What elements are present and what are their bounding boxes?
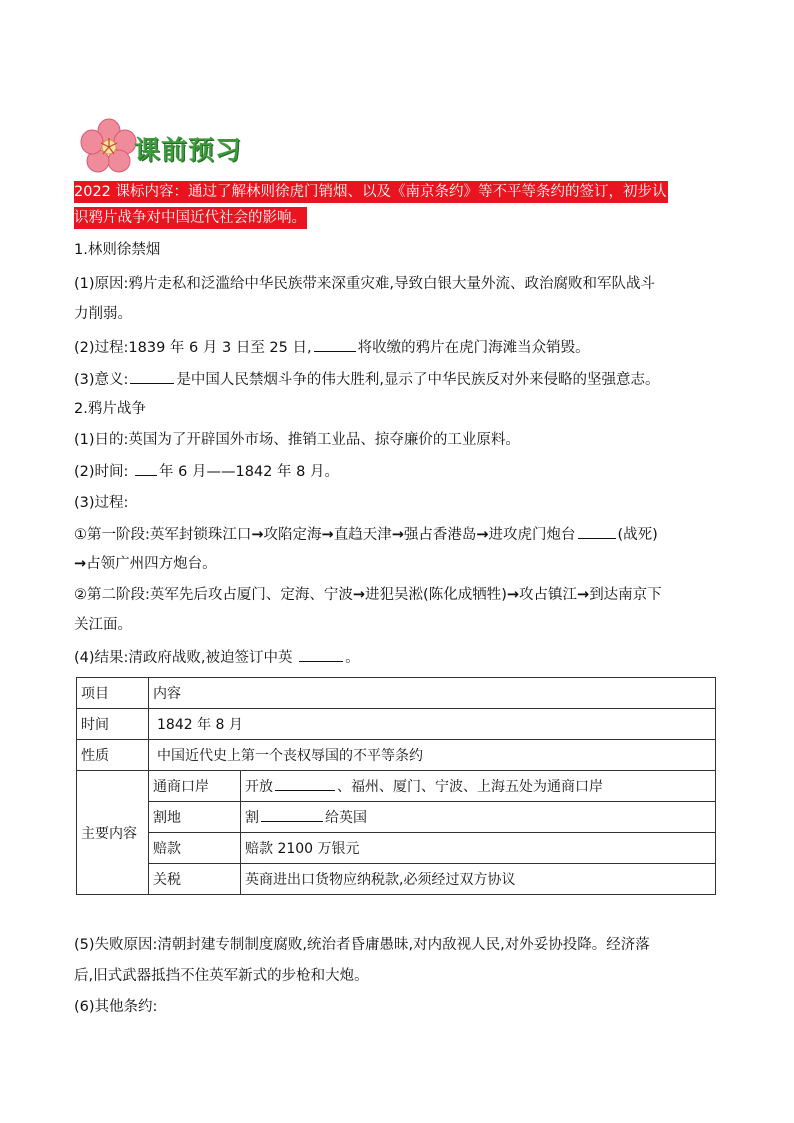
- sub-value-indemnity: 赔款 2100 万银元: [241, 833, 716, 864]
- ports-text: 、福州、厦门、宁波、上海五处为通商口岸: [337, 779, 603, 795]
- row-label-time: 时间: [77, 709, 149, 740]
- stage1-text: 攻陷定海: [263, 527, 322, 543]
- sub-label-ports: 通商口岸: [149, 771, 241, 802]
- treaty-table: [76, 677, 716, 895]
- arrow-icon: →: [391, 527, 404, 543]
- reason-line-1: (1)原因:鸦片走私和泛滥给中华民族带来深重灾难,导致白银大量外流、政治腐败和军队战斗: [74, 276, 656, 292]
- process-text-a: (2)过程:1839 年 6 月 3 日至 25 日,: [74, 340, 312, 356]
- stage1-text: 进攻虎门炮台: [488, 527, 576, 543]
- table-row: [77, 864, 716, 895]
- blank-field[interactable]: [299, 647, 343, 662]
- table-row: [77, 771, 716, 802]
- blank-field[interactable]: [261, 807, 323, 822]
- stage1-line-1: [74, 524, 658, 545]
- stage2-line-1: [74, 585, 662, 605]
- table-row: [77, 709, 716, 740]
- process-line: [74, 337, 590, 358]
- reason-line-2: 力削弱。: [74, 306, 132, 322]
- stage1-text: ①第一阶段:英军封锁珠江口: [74, 527, 252, 543]
- arrow-icon: →: [577, 587, 590, 603]
- meaning-text-b: 是中国人民禁烟斗争的伟大胜利,显示了中华民族反对外来侵略的坚强意志。: [176, 372, 660, 388]
- stage2-line-2: 关江面。: [74, 617, 132, 633]
- stage2-text: ②第二阶段:英军先后攻占厦门、定海、宁波: [74, 587, 353, 603]
- arrow-icon: →: [506, 587, 520, 603]
- result-text: 。: [345, 650, 360, 666]
- purpose-line: (1)日的:英国为了开辟国外市场、推销工业品、掠夺廉价的工业原料。: [74, 432, 520, 448]
- sub-value-ports: [241, 771, 716, 802]
- sub-value-tariff: 英商进出口货物应纳税款,必须经过双方协议: [241, 864, 716, 895]
- blank-field[interactable]: [314, 337, 356, 352]
- table-row: [77, 802, 716, 833]
- time-text-a: (2)时间:: [74, 464, 129, 480]
- stage1-text: (战死): [617, 527, 658, 543]
- ports-text: 开放: [245, 779, 273, 795]
- stage2-text: 攻占镇江: [519, 587, 578, 603]
- failure-line-2: 后,旧式武器抵挡不住英军新式的步枪和大炮。: [74, 968, 369, 984]
- stage1-text: 占领广州四方炮台。: [86, 556, 217, 572]
- table-header-item: 项目: [77, 678, 149, 709]
- stage1-text: 强占香港岛: [403, 527, 477, 543]
- time-line: [74, 461, 339, 482]
- heading-1: 1.林则徐禁烟: [74, 242, 161, 258]
- sub-label-indemnity: 赔款: [149, 833, 241, 864]
- cede-text: 给英国: [325, 810, 367, 826]
- arrow-icon: →: [251, 527, 264, 543]
- meaning-text-a: (3)意义:: [74, 372, 129, 388]
- row-value-time: 1842 年 8 月: [149, 709, 716, 740]
- flower-icon: [80, 118, 138, 174]
- failure-line-1: (5)失败原因:清朝封建专制制度腐败,统治者昏庸愚昧,对内敌视人民,对外妥协投降。经济落: [74, 937, 650, 953]
- table-row: [77, 678, 716, 709]
- blank-field[interactable]: [275, 776, 335, 791]
- stage1-text: 直趋天津: [333, 527, 392, 543]
- other-treaties: (6)其他条约:: [74, 999, 158, 1015]
- section-header: [80, 118, 380, 174]
- process-text-b: 将收缴的鸦片在虎门海滩当众销毁。: [357, 340, 590, 356]
- curriculum-standard: [74, 179, 720, 231]
- cede-text: 割: [245, 810, 259, 826]
- blank-field[interactable]: [130, 369, 174, 384]
- process-heading: (3)过程:: [74, 495, 129, 511]
- sub-label-tariff: 关税: [149, 864, 241, 895]
- stage2-text: 到达南京下: [589, 587, 662, 603]
- arrow-icon: →: [74, 556, 87, 572]
- arrow-icon: →: [476, 527, 489, 543]
- blank-field[interactable]: [135, 461, 157, 476]
- sub-value-cede: [241, 802, 716, 833]
- heading-2: 2.鸦片战争: [74, 401, 146, 417]
- standard-line-2: 识鸦片战争对中国近代社会的影响。: [74, 207, 307, 229]
- row-label-nature: 性质: [77, 740, 149, 771]
- table-row: [77, 833, 716, 864]
- result-text: (4)结果:清政府战败,被迫签订中英: [74, 650, 293, 666]
- standard-line-1: 2022 课标内容：通过了解林则徐虎门销烟、以及《南京条约》等不平等条约的签订，初步认: [74, 181, 668, 203]
- meaning-line: [74, 369, 660, 390]
- stage1-line-2: [74, 554, 217, 574]
- row-value-nature: 中国近代史上第一个丧权辱国的不平等条约: [149, 740, 716, 771]
- arrow-icon: →: [352, 587, 366, 603]
- table-row: [77, 740, 716, 771]
- result-line: [74, 647, 360, 668]
- table-header-content: 内容: [149, 678, 716, 709]
- stage2-text: 进犯吴淞(陈化成牺牲): [365, 587, 507, 603]
- section-title: 课前预习: [134, 136, 243, 166]
- blank-field[interactable]: [578, 524, 616, 539]
- time-text-b: 年 6 月——1842 年 8 月。: [159, 464, 339, 480]
- sub-label-cede: 割地: [149, 802, 241, 833]
- row-label-main-content: 主要内容: [77, 771, 149, 895]
- arrow-icon: →: [321, 527, 334, 543]
